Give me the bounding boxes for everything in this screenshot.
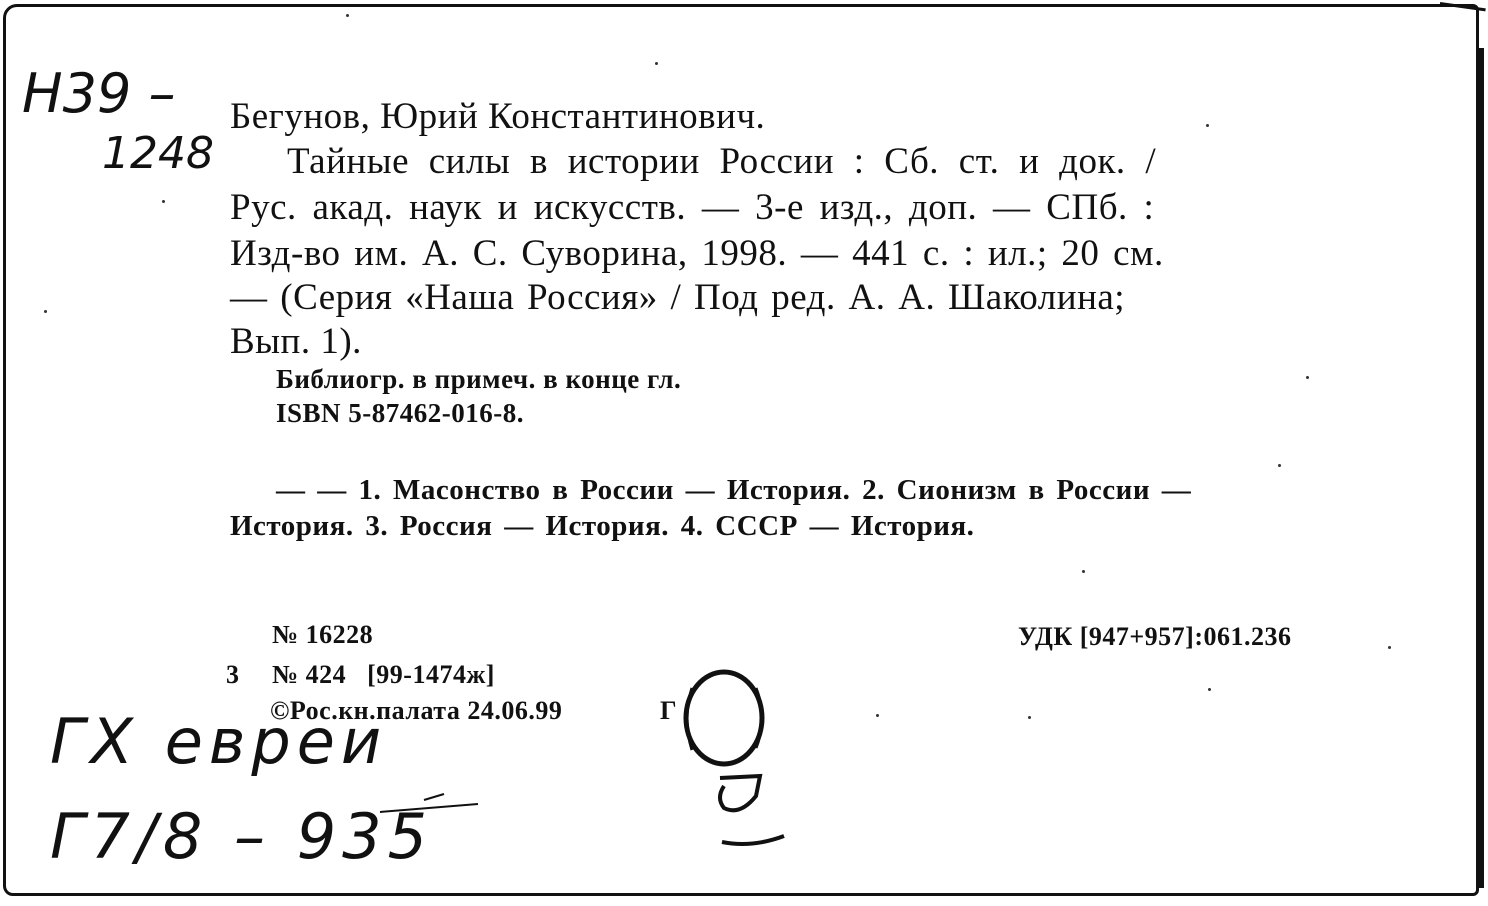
speck bbox=[162, 200, 165, 203]
handwritten-note-2: Г7/8 – 935 bbox=[50, 800, 434, 873]
copyright-suffix: Г bbox=[660, 696, 678, 725]
speck bbox=[1306, 376, 1309, 379]
speck bbox=[1388, 646, 1391, 649]
order-number: № 424 [99-1474ж] bbox=[272, 660, 495, 689]
copyright: ©Рос.кн.палата 24.06.99 bbox=[270, 696, 563, 725]
speck bbox=[655, 62, 658, 65]
handwritten-note-1: ГХ евреи bbox=[50, 705, 388, 778]
author-heading: Бегунов, Юрий Константинович. bbox=[230, 96, 766, 137]
subjects-line-2: История. 3. Россия — История. 4. СССР — История. bbox=[230, 510, 975, 542]
udc-code: УДК [947+957]:061.236 bbox=[1018, 622, 1292, 651]
title-line-2: Рус. акад. наук и искусств. — 3-е изд., доп. — СПб. : bbox=[230, 187, 1155, 228]
title-line-5: Вып. 1). bbox=[230, 321, 362, 362]
speck bbox=[1208, 688, 1211, 691]
order-prefix: 3 bbox=[226, 660, 240, 689]
title-line-1: Тайные силы в истории России : Сб. ст. и док. / bbox=[287, 141, 1157, 182]
shelfmark-line-1: H39 – bbox=[22, 62, 176, 125]
speck bbox=[1082, 570, 1085, 573]
speck bbox=[346, 14, 349, 17]
isbn: ISBN 5-87462-016-8. bbox=[276, 398, 525, 428]
speck bbox=[44, 310, 47, 313]
shelfmark-line-2: 1248 bbox=[102, 128, 214, 179]
title-line-3: Изд-во им. А. С. Суворина, 1998. — 441 с. : ил.; 20 см. bbox=[230, 233, 1164, 274]
bibliography-note: Библиогр. в примеч. в конце гл. bbox=[276, 364, 682, 394]
speck bbox=[876, 714, 879, 717]
speck bbox=[1028, 716, 1031, 719]
title-line-4: — (Серия «Наша Россия» / Под ред. А. А. Шаколина; bbox=[230, 277, 1126, 318]
card-number: № 16228 bbox=[272, 620, 374, 649]
speck bbox=[1278, 464, 1281, 467]
card-right-edge bbox=[1478, 48, 1484, 888]
speck bbox=[1206, 124, 1209, 127]
subjects-line-1: — — 1. Масонство в России — История. 2. Сионизм в России — bbox=[276, 474, 1192, 506]
